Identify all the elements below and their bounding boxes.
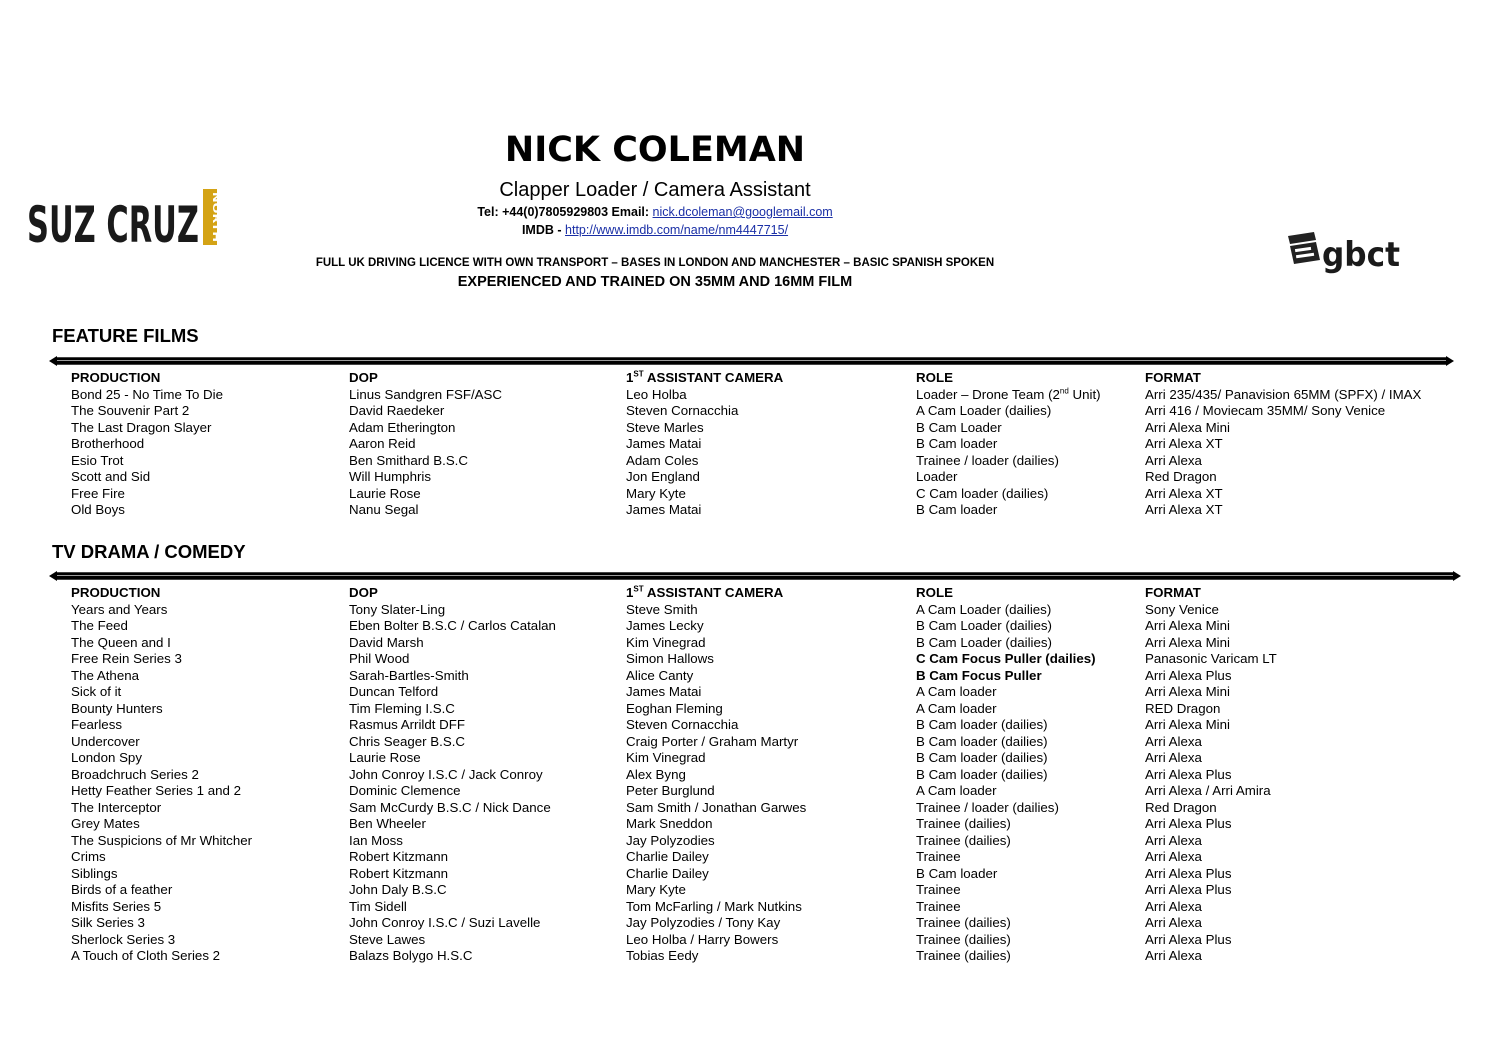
col-production: PRODUCTION <box>71 585 161 600</box>
cell-dop: Adam Etherington <box>349 419 456 435</box>
cell-format: Arri Alexa <box>1145 898 1202 914</box>
cell-dop: John Conroy I.S.C / Jack Conroy <box>349 766 543 782</box>
section-divider <box>57 357 1446 365</box>
cell-assistant-camera: Leo Holba / Harry Bowers <box>626 931 779 947</box>
cell-format: Arri Alexa Mini <box>1145 618 1230 633</box>
table-row <box>71 486 1471 503</box>
table-row <box>71 800 1471 817</box>
cell-assistant-camera: Jon England <box>626 469 700 484</box>
cell-production: Undercover <box>71 733 140 749</box>
table-row <box>71 618 1471 635</box>
cell-production: Misfits Series 5 <box>71 898 162 914</box>
cell-assistant-camera: Jay Polyzodies <box>626 832 715 848</box>
cell-dop: John Conroy I.S.C / Suzi Lavelle <box>349 915 541 930</box>
table-row <box>71 502 1471 519</box>
cell-role: Trainee (dailies) <box>916 931 1011 947</box>
cell-dop: Duncan Telford <box>349 684 439 699</box>
table-row <box>71 882 1471 899</box>
cell-role: A Cam loader <box>916 783 997 798</box>
email-link[interactable]: nick.dcoleman@googlemail.com <box>652 205 833 219</box>
cell-assistant-camera: Leo Holba <box>626 386 687 402</box>
cell-format: Arri Alexa <box>1145 832 1202 848</box>
cell-production: Fearless <box>71 717 122 732</box>
cell-assistant-camera: James Matai <box>626 436 702 451</box>
cell-format: RED Dragon <box>1145 700 1221 716</box>
cell-role: Trainee <box>916 849 961 864</box>
cell-format: Arri Alexa Mini <box>1145 634 1230 650</box>
table-row <box>71 717 1471 734</box>
col-format: FORMAT <box>1145 370 1201 385</box>
cell-format: Arri Alexa Plus <box>1145 865 1232 881</box>
cell-dop: David Raedeker <box>349 403 445 418</box>
cell-production: The Suspicions of Mr Whitcher <box>71 832 253 848</box>
table-row <box>71 866 1471 883</box>
cell-role: Trainee / loader (dailies) <box>916 452 1059 468</box>
table-row <box>71 684 1471 701</box>
cell-format: Arri Alexa Plus <box>1145 816 1232 831</box>
cell-assistant-camera: Jay Polyzodies / Tony Kay <box>626 915 781 930</box>
cell-assistant-camera: Alex Byng <box>626 766 686 782</box>
table-row <box>71 453 1471 470</box>
cell-assistant-camera: Sam Smith / Jonathan Garwes <box>626 799 807 815</box>
phone-label: Tel: +44(0)7805929803 Email: <box>477 205 653 219</box>
cell-dop: Ben Smithard B.S.C <box>349 452 468 468</box>
cell-assistant-camera: Kim Vinegrad <box>626 634 706 650</box>
cell-assistant-camera: Adam Coles <box>626 452 699 468</box>
cell-role: B Cam loader <box>916 865 998 881</box>
cell-dop: Phil Wood <box>349 651 410 666</box>
cell-format: Sony Venice <box>1145 601 1219 617</box>
table-row <box>71 833 1471 850</box>
cell-dop: Ben Wheeler <box>349 816 426 831</box>
section-title-feature-films: FEATURE FILMS <box>52 325 199 346</box>
cell-role: A Cam loader <box>916 684 997 699</box>
cell-format: Red Dragon <box>1145 469 1217 484</box>
gbct-logo <box>1286 226 1406 276</box>
cell-role: Trainee (dailies) <box>916 832 1011 848</box>
cell-production: Hetty Feather Series 1 and 2 <box>71 783 241 798</box>
cell-role: B Cam loader (dailies) <box>916 750 1048 765</box>
cell-assistant-camera: Craig Porter / Graham Martyr <box>626 733 799 749</box>
table-row <box>71 651 1471 668</box>
cell-format: Arri Alexa Mini <box>1145 717 1230 732</box>
table-row <box>71 816 1471 833</box>
cell-assistant-camera: Kim Vinegrad <box>626 750 706 765</box>
cell-role: Trainee (dailies) <box>916 915 1011 930</box>
table-row <box>71 948 1471 965</box>
cell-dop: Steve Lawes <box>349 931 426 947</box>
job-title: Clapper Loader / Camera Assistant <box>499 179 811 201</box>
cell-role: Loader – Drone Team (2nd Unit) <box>916 386 1101 402</box>
cell-role: A Cam Loader (dailies) <box>916 403 1052 418</box>
cell-dop: Tim Fleming I.S.C <box>349 700 455 716</box>
cell-production: Free Rein Series 3 <box>71 651 182 666</box>
cell-production: Bounty Hunters <box>71 700 163 716</box>
cell-production: The Athena <box>71 667 140 683</box>
cell-dop: John Daly B.S.C <box>349 882 447 897</box>
cell-assistant-camera: Steven Cornacchia <box>626 403 739 418</box>
table-header <box>71 585 1471 602</box>
feature-films-table <box>71 370 1471 519</box>
suz-cruz-logo <box>27 186 227 250</box>
cell-assistant-camera: Eoghan Fleming <box>626 700 723 716</box>
table-row <box>71 932 1471 949</box>
cell-production: London Spy <box>71 750 142 765</box>
cell-role: B Cam loader (dailies) <box>916 733 1048 749</box>
logo-side-text: NORTH <box>210 192 220 228</box>
cell-dop: Sam McCurdy B.S.C / Nick Dance <box>349 799 551 815</box>
cell-dop: Nanu Segal <box>349 502 419 517</box>
cell-role: A Cam Loader (dailies) <box>916 601 1052 617</box>
cell-assistant-camera: Mary Kyte <box>626 485 686 501</box>
cell-production: Silk Series 3 <box>71 915 145 930</box>
cell-dop: Dominic Clemence <box>349 783 461 798</box>
table-row <box>71 783 1471 800</box>
cell-assistant-camera: Mary Kyte <box>626 882 686 897</box>
licence-line: FULL UK DRIVING LICENCE WITH OWN TRANSPORT – BASES IN LONDON AND MANCHESTER – BASIC SPANISH SPOKEN <box>315 257 995 269</box>
cell-role: C Cam loader (dailies) <box>916 485 1049 501</box>
col-production: PRODUCTION <box>71 370 161 385</box>
cell-production: Brotherhood <box>71 436 145 451</box>
cell-format: Arri Alexa <box>1145 750 1202 765</box>
table-row <box>71 403 1471 420</box>
cell-assistant-camera: Alice Canty <box>626 667 694 683</box>
cell-format: Arri Alexa Plus <box>1145 766 1232 782</box>
cell-production: The Feed <box>71 618 128 633</box>
cell-production: The Souvenir Part 2 <box>71 403 190 418</box>
cell-format: Arri Alexa Plus <box>1145 931 1232 947</box>
cell-role: Trainee (dailies) <box>916 948 1011 963</box>
logo-main-text: SUZ CRUZ <box>27 196 199 250</box>
cell-dop: Sarah-Bartles-Smith <box>349 667 469 683</box>
cell-role: B Cam loader <box>916 436 998 451</box>
cell-assistant-camera: James Lecky <box>626 618 704 633</box>
cell-format: Arri Alexa <box>1145 915 1202 930</box>
trained-line: EXPERIENCED AND TRAINED ON 35MM AND 16MM FILM <box>457 274 853 290</box>
logo-gbct-text: gbct <box>1322 235 1400 275</box>
cell-dop: Tony Slater-Ling <box>349 601 446 617</box>
table-row <box>71 469 1471 486</box>
cell-assistant-camera: Steve Smith <box>626 601 698 617</box>
cell-dop: Aaron Reid <box>349 436 416 451</box>
cell-format: Arri 416 / Moviecam 35MM/ Sony Venice <box>1145 403 1386 418</box>
table-row <box>71 767 1471 784</box>
cell-assistant-camera: James Matai <box>626 684 702 699</box>
cell-format: Arri Alexa XT <box>1145 436 1223 451</box>
col-assistant-camera: 1ST ASSISTANT CAMERA <box>626 584 784 600</box>
cell-dop: Balazs Bolygo H.S.C <box>349 948 473 963</box>
cell-dop: Rasmus Arrildt DFF <box>349 717 465 732</box>
cell-dop: Chris Seager B.S.C <box>349 733 466 749</box>
cell-role: Trainee / loader (dailies) <box>916 799 1059 815</box>
cell-format: Panasonic Varicam LT <box>1145 651 1277 666</box>
page-title: NICK COLEMAN <box>504 130 806 170</box>
cell-dop: Robert Kitzmann <box>349 865 449 881</box>
cell-production: Birds of a feather <box>71 882 173 897</box>
cell-format: Arri Alexa XT <box>1145 502 1223 517</box>
table-row <box>71 635 1471 652</box>
table-row <box>71 915 1471 932</box>
cell-format: Arri Alexa Mini <box>1145 684 1230 699</box>
cell-role: B Cam Focus Puller <box>916 667 1042 683</box>
cell-assistant-camera: James Matai <box>626 502 702 517</box>
table-row <box>71 750 1471 767</box>
table-row <box>71 602 1471 619</box>
cell-dop: Eben Bolter B.S.C / Carlos Catalan <box>349 618 556 633</box>
cell-production: The Queen and I <box>71 634 171 650</box>
cell-format: Arri Alexa XT <box>1145 485 1223 501</box>
cell-production: The Interceptor <box>71 799 162 815</box>
cell-production: Free Fire <box>71 485 125 501</box>
col-role: ROLE <box>916 585 953 600</box>
cell-production: Grey Mates <box>71 816 140 831</box>
cell-role: B Cam Loader (dailies) <box>916 618 1052 633</box>
cell-format: Arri Alexa Mini <box>1145 419 1230 435</box>
cell-assistant-camera: Mark Sneddon <box>626 816 713 831</box>
cell-production: Sick of it <box>71 684 122 699</box>
cell-assistant-camera: Steve Marles <box>626 419 704 435</box>
section-divider <box>57 572 1453 580</box>
imdb-label: IMDB - <box>521 223 566 237</box>
cell-assistant-camera: Charlie Dailey <box>626 849 709 864</box>
table-row <box>71 899 1471 916</box>
cell-production: Years and Years <box>71 601 168 617</box>
table-row <box>71 849 1471 866</box>
col-role: ROLE <box>916 370 953 385</box>
cell-production: Sherlock Series 3 <box>71 931 176 947</box>
cell-production: Bond 25 - No Time To Die <box>71 386 224 402</box>
cell-role: Trainee (dailies) <box>916 816 1011 831</box>
cell-dop: Tim Sidell <box>349 898 407 914</box>
clapper-hand-icon <box>1288 232 1320 264</box>
cell-production: Old Boys <box>71 502 125 517</box>
cell-format: Red Dragon <box>1145 799 1217 815</box>
cell-assistant-camera: Tobias Eedy <box>626 948 699 963</box>
section-title-tv-drama: TV DRAMA / COMEDY <box>52 541 246 562</box>
table-row <box>71 734 1471 751</box>
cell-format: Arri Alexa <box>1145 849 1202 864</box>
cell-production: Esio Trot <box>71 452 124 468</box>
cell-format: Arri Alexa <box>1145 733 1202 749</box>
cell-format: Arri Alexa / Arri Amira <box>1145 783 1271 798</box>
cell-format: Arri Alexa Plus <box>1145 667 1232 683</box>
cell-format: Arri Alexa Plus <box>1145 882 1232 897</box>
cell-dop: Will Humphris <box>349 469 432 484</box>
cell-assistant-camera: Steven Cornacchia <box>626 717 739 732</box>
cell-assistant-camera: Tom McFarling / Mark Nutkins <box>626 898 802 914</box>
table-row <box>71 436 1471 453</box>
cell-role: Trainee <box>916 882 961 897</box>
cell-format: Arri 235/435/ Panavision 65MM (SPFX) / IMAX <box>1145 386 1422 402</box>
cell-production: The Last Dragon Slayer <box>71 419 212 435</box>
feature-films-rows <box>71 387 1471 519</box>
col-dop: DOP <box>349 585 378 600</box>
cell-dop: Ian Moss <box>349 832 403 848</box>
cell-production: A Touch of Cloth Series 2 <box>71 948 221 963</box>
cell-dop: David Marsh <box>349 634 424 650</box>
tv-drama-table <box>71 585 1471 965</box>
cell-format: Arri Alexa <box>1145 452 1202 468</box>
cell-role: A Cam loader <box>916 700 997 716</box>
cell-assistant-camera: Charlie Dailey <box>626 865 709 881</box>
tv-drama-rows <box>71 602 1471 965</box>
table-row <box>71 701 1471 718</box>
cell-production: Siblings <box>71 865 118 881</box>
cell-role: B Cam Loader <box>916 419 1002 435</box>
table-row <box>71 420 1471 437</box>
cell-assistant-camera: Simon Hallows <box>626 651 714 666</box>
cell-dop: Robert Kitzmann <box>349 849 449 864</box>
cell-format: Arri Alexa <box>1145 948 1202 963</box>
cell-dop: Linus Sandgren FSF/ASC <box>349 386 502 402</box>
col-dop: DOP <box>349 370 378 385</box>
col-assistant-camera: 1ST ASSISTANT CAMERA <box>626 369 784 385</box>
cell-production: Crims <box>71 849 106 864</box>
cell-production: Broadchruch Series 2 <box>71 766 199 782</box>
cell-role: B Cam Loader (dailies) <box>916 634 1052 650</box>
table-row <box>71 668 1471 685</box>
cell-assistant-camera: Peter Burglund <box>626 783 715 798</box>
cell-production: Scott and Sid <box>71 469 151 484</box>
cell-role: B Cam loader <box>916 502 998 517</box>
cell-role: B Cam loader (dailies) <box>916 766 1048 782</box>
table-row <box>71 387 1471 404</box>
cell-dop: Laurie Rose <box>349 750 421 765</box>
cell-role: Trainee <box>916 898 961 914</box>
cell-dop: Laurie Rose <box>349 485 421 501</box>
cell-role: C Cam Focus Puller (dailies) <box>916 651 1096 666</box>
table-header <box>71 370 1471 387</box>
imdb-link[interactable]: http://www.imdb.com/name/nm4447715/ <box>565 223 789 237</box>
col-format: FORMAT <box>1145 585 1201 600</box>
cell-role: B Cam loader (dailies) <box>916 717 1048 732</box>
cell-role: Loader <box>916 469 958 484</box>
